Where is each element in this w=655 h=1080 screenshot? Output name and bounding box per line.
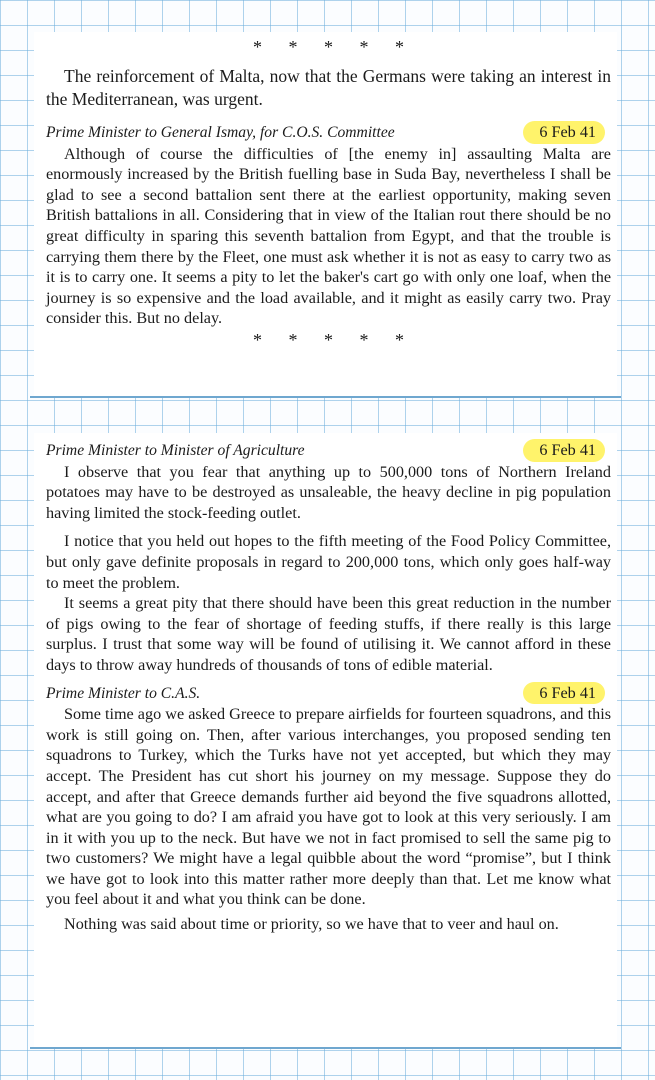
clipping-agriculture-cas	[34, 433, 617, 1047]
clipping-malta	[34, 32, 617, 396]
memo-header-cas	[46, 684, 611, 705]
memo-header-ismay	[46, 123, 611, 144]
memo-paragraph: I notice that you held out hopes to the fifth meeting of the Food Policy Committee, but only gave definite proposals in regard to 200,000 tons, which only goes half-way to meet the problem.	[46, 532, 611, 592]
memo-paragraph: Some time ago we asked Greece to prepare airfields for fourteen squadrons, and this work is still going on. Then, after various interchanges, you proposed sending ten squadrons to Turkey, which the Turks have not yet accepted, but which they may accept. The President has cut short his journey on my message. Suppose they do accept, and after that Greece demands further aid beyond the five squadrons allotted, what are you going to do? I am afraid you have got to look at this very seriously. I am in it with you up to the neck. But have we not in fact promised to sell the same pig to two customers? We might have a legal quibble about the word “promise”, but I think we have got to look into this matter rather more deeply than that. Let me know what you feel about it and what you think can be done.	[46, 705, 611, 909]
memo-header-agriculture	[46, 441, 611, 462]
memo-addressee: Prime Minister to C.A.S.	[46, 684, 201, 702]
memo-paragraph: Nothing was said about time or priority, so we have that to veer and haul on.	[64, 915, 559, 934]
memo-date-highlight: 6 Feb 41	[523, 439, 605, 462]
section-stars-bottom: * * * * *	[253, 329, 404, 350]
memo-addressee: Prime Minister to Minister of Agriculture	[46, 442, 305, 459]
section-stars-top: * * * * *	[253, 37, 404, 57]
memo-date-highlight: 6 Feb 41	[523, 121, 605, 144]
memo-paragraph: I observe that you fear that anything up to 500,000 tons of Northern Ireland potatoes may have to be destroyed as unsaleable, the heavy decline in pig population having limited the stock-feeding outlet.	[46, 462, 611, 522]
memo-paragraph: It seems a great pity that there should have been this great reduction in the number of pigs owing to the fear of shortage of feeding stuffs, if there really is this large surplus. I trust that some way will be found of utilising it. We cannot afford in these days to throw away hundreds of thousands of tons of edible material.	[46, 594, 611, 674]
intro-text: The reinforcement of Malta, now that the Germans were taking an interest in the Mediterranean, was urgent.	[46, 66, 611, 109]
memo-body-ismay: Although of course the difficulties of [the enemy in] assaulting Malta are enormously increased by the British fuelling base in Suda Bay, nevertheless I shall be glad to see a second battalion sent there at the earliest opportunity, making seven British battalions in all. Considering that in view of the Italian rout there should be no great difficulty in sparing this seventh battalion from Egypt, and that the trouble is carrying them there by the Fleet, one must ask whether it is not as easy to carry two as it is to carry one. It seems a pity to let the baker's cart go with only one loaf, when the journey is so expensive and the load available, and it might as easily carry two. Pray consider this. But no delay.	[46, 144, 611, 328]
clipping-bottom-line	[30, 1047, 621, 1049]
clipping-divider-line	[30, 396, 621, 398]
memo-addressee: Prime Minister to General Ismay, for C.O.S. Committee	[46, 124, 395, 141]
memo-date-highlight: 6 Feb 41	[523, 682, 605, 705]
